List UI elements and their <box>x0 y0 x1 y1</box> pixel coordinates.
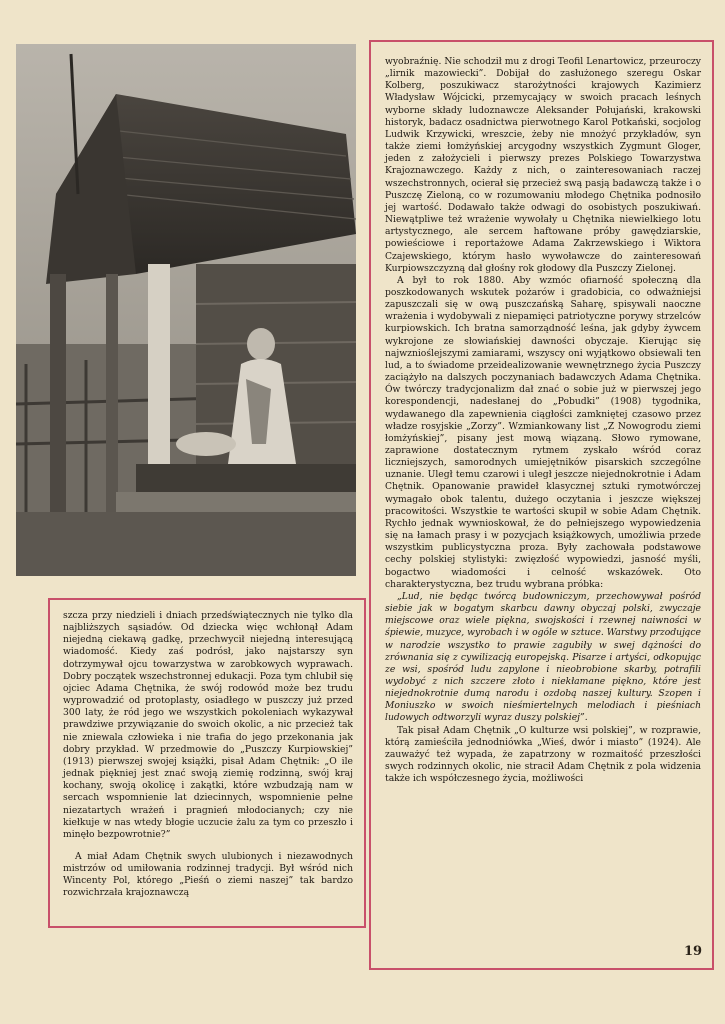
paragraph: szcza przy niedzieli i dniach przedświątecznych nie tylko dla najbliższych sąsiadów. Od dziecka więc wchłonął Adam niejedną ciekawą gadkę, przechwycił niejedną interesującą wiadomość. Kiedy zaś podrósł, jako najstarszy syn dotrzymywał ojcu towarzystwa w zarobkowych wyprawach. Dobry początek wszechstronnej edukacji. Poza tym chlubił się ojciec Adama Chętnika, że swój rodowód może bez trudu wyprowadzić od protoplasty, osiadłego w puszczy już przed 300 laty, że ród jego we wszystkich pokoleniach wykazywał prawdziwe przywiązanie do swoich okolic, a nic przecież tak nie zniewala człowieka i nie trafia do jego przekonania jak dobry przykład. W przedmowie do „Puszczy Kurpiowskiej” (1913) pierwszej swojej książki, pisał Adam Chętnik: „O ile jednak piękniej jest znać swoją ziemię rodzinną, swój kraj kochany, swoją okolicę i zakątki, które wzbudzają nam w sercach wspomnienie lat dziecinnych, wspomnienie pełne niezatartych wrażeń i pragnień młodocianych; czy nie kiełkuje w nas wtedy błogie uczucie żalu za tym co przeszło i minęło bezpowrotnie?” <box>63 610 353 840</box>
right-text-column <box>385 56 701 785</box>
paragraph: Tak pisał Adam Chętnik „O kulturze wsi polskiej”, w rozprawie, którą zamieściła jednodniówka „Wieś, dwór i miasto” (1924). Ale zauważyć też wypada, że zapatrzony w rozmaitość przeszłości swych rodzinnych okolic, nie stracił Adam Chętnik z pola widzenia także ich współczesnego życia, możliwości <box>385 724 701 785</box>
paragraph: wyobraźnię. Nie schodził mu z drogi Teofil Lenartowicz, przeuroczy „lirnik mazowiecki”. Dobijał do zasłużonego szeregu Oskar Kolberg, poszukiwacz starożytności krajowych Kazimierz Władysław Wójcicki, przemycający w swoich pracach leśnych wyborne składy ludoznawcze Aleksander Połujański, krakowski historyk, badacz osadnictwa pierwotnego Karol Potkański, socjolog Ludwik Krzywicki, wreszcie, żeby nie mnożyć przykładów, syn także ziemi łomżyńskiej arcygodny wszystkich Zygmunt Gloger, jeden z założycieli i pierwszy prezes Polskiego Towarzystwa Krajoznawczego. Każdy z nich, o zainteresowaniach raczej wszechstronnych, ocierał się przecież swą pasją badawczą także i o Puszczę Zieloną, co w rozumowaniu młodego Chętnika podnosiło jej wartość. Dodawało także odwagi do osobistych poszukiwań. Niewątpliwe też wrażenie wywołały u Chętnika niewielkiego lotu artystycznego, ale sercem haftowane próby gawędziarskie, powieściowe i reportażowe Adama Zakrzewskiego i Wiktora Czajewskiego, którym hasło wywoławcze do zainteresowań Kurpiowszczyzną dał głośny rok głodowy dla Puszczy Zielonej. <box>385 56 701 274</box>
shrine-photo <box>16 44 356 576</box>
paragraph: A był to rok 1880. Aby wzmóc ofiarność społeczną dla poszkodowanych wskutek pożarów i gradobicia, co odważniejsi zapuszczali się w ową puszczańską Saharę, spisywali naoczne wrażenia i wydobywali z niepamięci patriotyczne porywy strzelców kurpiowskich. Ich bratna samorządność leśna, jak gdyby żywcem wykrojone ze słowiańskiej dawności obyczaje. Kierując się najwznioślejszymi zamiarami, wszyscy oni wyjątkowo obsiewali ten lud, a to świadome przeidealizowanie wewnętrznego życia Puszczy zaciążyło na dalszych poczynaniach badawczych Adama Chętnika. Ów twórczy tradycjonalizm dał znać o sobie już w pierwszej jego korespondencji, nadesłanej do „Pobudki” (1908) tygodnika, wydawanego dla zapewnienia ciągłości zamkniętej czasowo przez władze rosyjskie „Zorzy”. Wzmiankowany list „Z Nowogrodu ziemi łomżyńskiej”, pisany jest mową wiązaną. Słowo rymowane, zaprawione dostatecznym rytmem zyskało wśród coraz liczniejszych, samorodnych umiejętników pisarskich szczególne uznanie. Uległ temu czarowi i uległ jeszcze niejednokrotnie i Adam Chętnik. Opanowanie prawideł klasycznej sztuki rymotwórczej wymagało obok talentu, dużego oczytania i jeszcze większej pracowitości. Wszystkie te wartości skupił w sobie Adam Chętnik. Rychło jednak wywnioskował, że do pełniejszego wypowiedzenia się na łamach prasy i w pozycjach książkowych, umożliwia przede wszystkim publicystyczna proza. Były zachowała podstawowe cechy polskiej stylistyki: zwięzłość wypowiedzi, jasność myśli, bogactwo wiadomości i celność wskazówek. Oto charakterystyczna, bez trudu wybrana próbka: <box>385 274 701 590</box>
wooden-roadside-shrine-photo <box>16 44 356 576</box>
left-text-column <box>63 610 353 900</box>
quotation: „Lud, nie będąc twórcą budowniczym, przechowywał pośród siebie jak w bogatym skarbcu dawny obyczaj polski, zwyczaje miejscowe oraz wiele piękna, swojskości i rzewnej naiwności w śpiewie, muzyce, wyrobach i w ogóle w sztuce. Warstwy przodujące w narodzie wszystko to prawie zagubiły w swej dążności do zrównania się z cywilizacją europejską. Pisarze i artyści, odkopując ze wsi, spośród ludu zapylone i nieobrobione skarby, potrafili wydobyć z nich szczere złoto i niekłamane piękno, które jest niejednokrotnie dumą narodu i ozdobą naszej kultury. Szopen i Moniuszko w swoich nieśmiertelnych melodiach i pieśniach ludowych odtworzyli wyraz duszy polskiej”. <box>385 590 701 724</box>
page-number: 19 <box>684 944 703 959</box>
paragraph: A miał Adam Chętnik swych ulubionych i niezawodnych mistrzów od umiłowania rodzinnej tradycji. Był wśród nich Wincenty Pol, którego „Pieśń o ziemi naszej” tak bardzo rozwichrzała krajoznawczą <box>63 850 353 899</box>
